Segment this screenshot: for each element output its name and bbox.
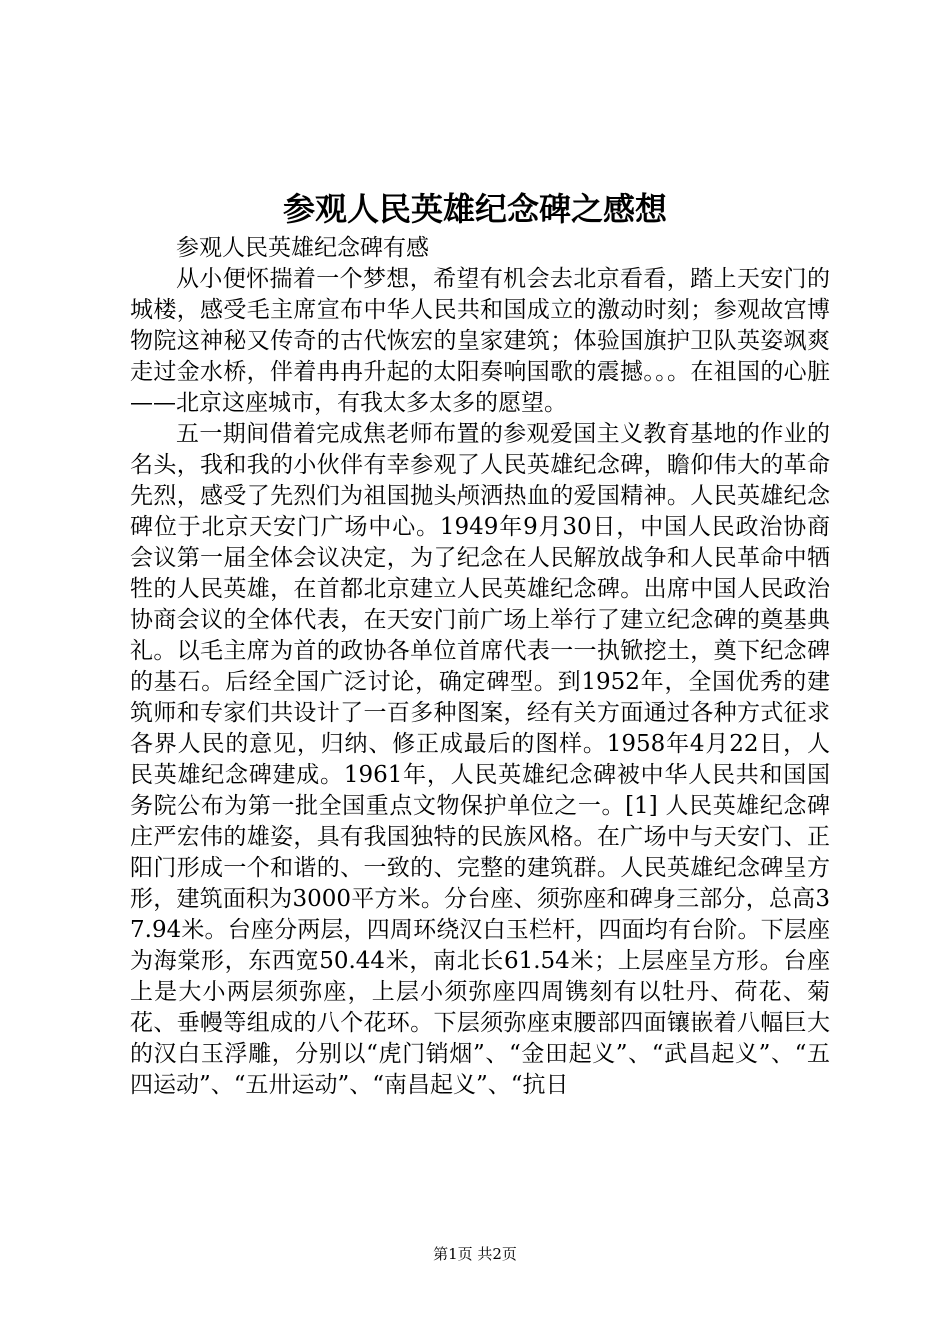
- page-title: 参观人民英雄纪念碑之感想: [282, 190, 667, 228]
- page-number-footer: 第1页 共2页: [433, 1245, 517, 1263]
- subtitle-paragraph: 参观人民英雄纪念碑有感: [176, 235, 429, 261]
- body-paragraph: 五一期间借着完成焦老师布置的参观爱国主义教育基地的作业的名头，我和我的小伙伴有幸参观了人民英雄纪念碑，瞻仰伟大的革命先烈，感受了先烈们为祖国抛头颅洒热血的爱国精神。人民英雄纪念碑位于北京天安门广场中心。1949年9月30日，中国人民政治协商会议第一届全体会议决定，为了纪念在人民解放战争和人民革命中牺牲的人民英雄，在首都北京建立人民英雄纪念碑。出席中国人民政治协商会议的全体代表，在天安门前广场上举行了建立纪念碑的奠基典礼。以毛主席为首的政协各单位首席代表一一执锨挖土，奠下纪念碑的基石。后经全国广泛讨论，确定碑型。到1952年，全国优秀的建筑师和专家们共设计了一百多种图案，经有关方面通过各种方式征求各界人民的意见，归纳、修正成最后的图样。1958年4月22日，人民英雄纪念碑建成。1961年，人民英雄纪念碑被中华人民共和国国务院公布为第一批全国重点文物保护单位之一。[1] 人民英雄纪念碑庄严宏伟的雄姿，具有我国独特的民族风格。在广场中与天安门、正阳门形成一个和谐的、一致的、完整的建筑群。人民英雄纪念碑呈方形，建筑面积为3000平方米。分台座、须弥座和碑身三部分，总高37.94米。台座分两层，四周环绕汉白玉栏杆，四面均有台阶。下层座为海棠形，东西宽50.44米，南北长61.54米；上层座呈方形。台座上是大小两层须弥座，上层小须弥座四周镌刻有以牡丹、荷花、菊花、垂幔等组成的八个花环。下层须弥座束腰部四面镶嵌着八幅巨大的汉白玉浮雕，分别以“虎门销烟”、“金田起义”、“武昌起义”、“五四运动”、“五卅运动”、“南昌起义”、“抗日: [130, 421, 830, 1098]
- document-body: [130, 233, 830, 1101]
- body-paragraph: 从小便怀揣着一个梦想，希望有机会去北京看看，踏上天安门的城楼，感受毛主席宣布中华人民共和国成立的激动时刻；参观故宫博物院这神秘又传奇的古代恢宏的皇家建筑；体验国旗护卫队英姿飒爽走过金水桥，伴着冉冉升起的太阳奏响国歌的震撼。。。在祖国的心脏——北京这座城市，有我太多太多的愿望。: [130, 266, 830, 416]
